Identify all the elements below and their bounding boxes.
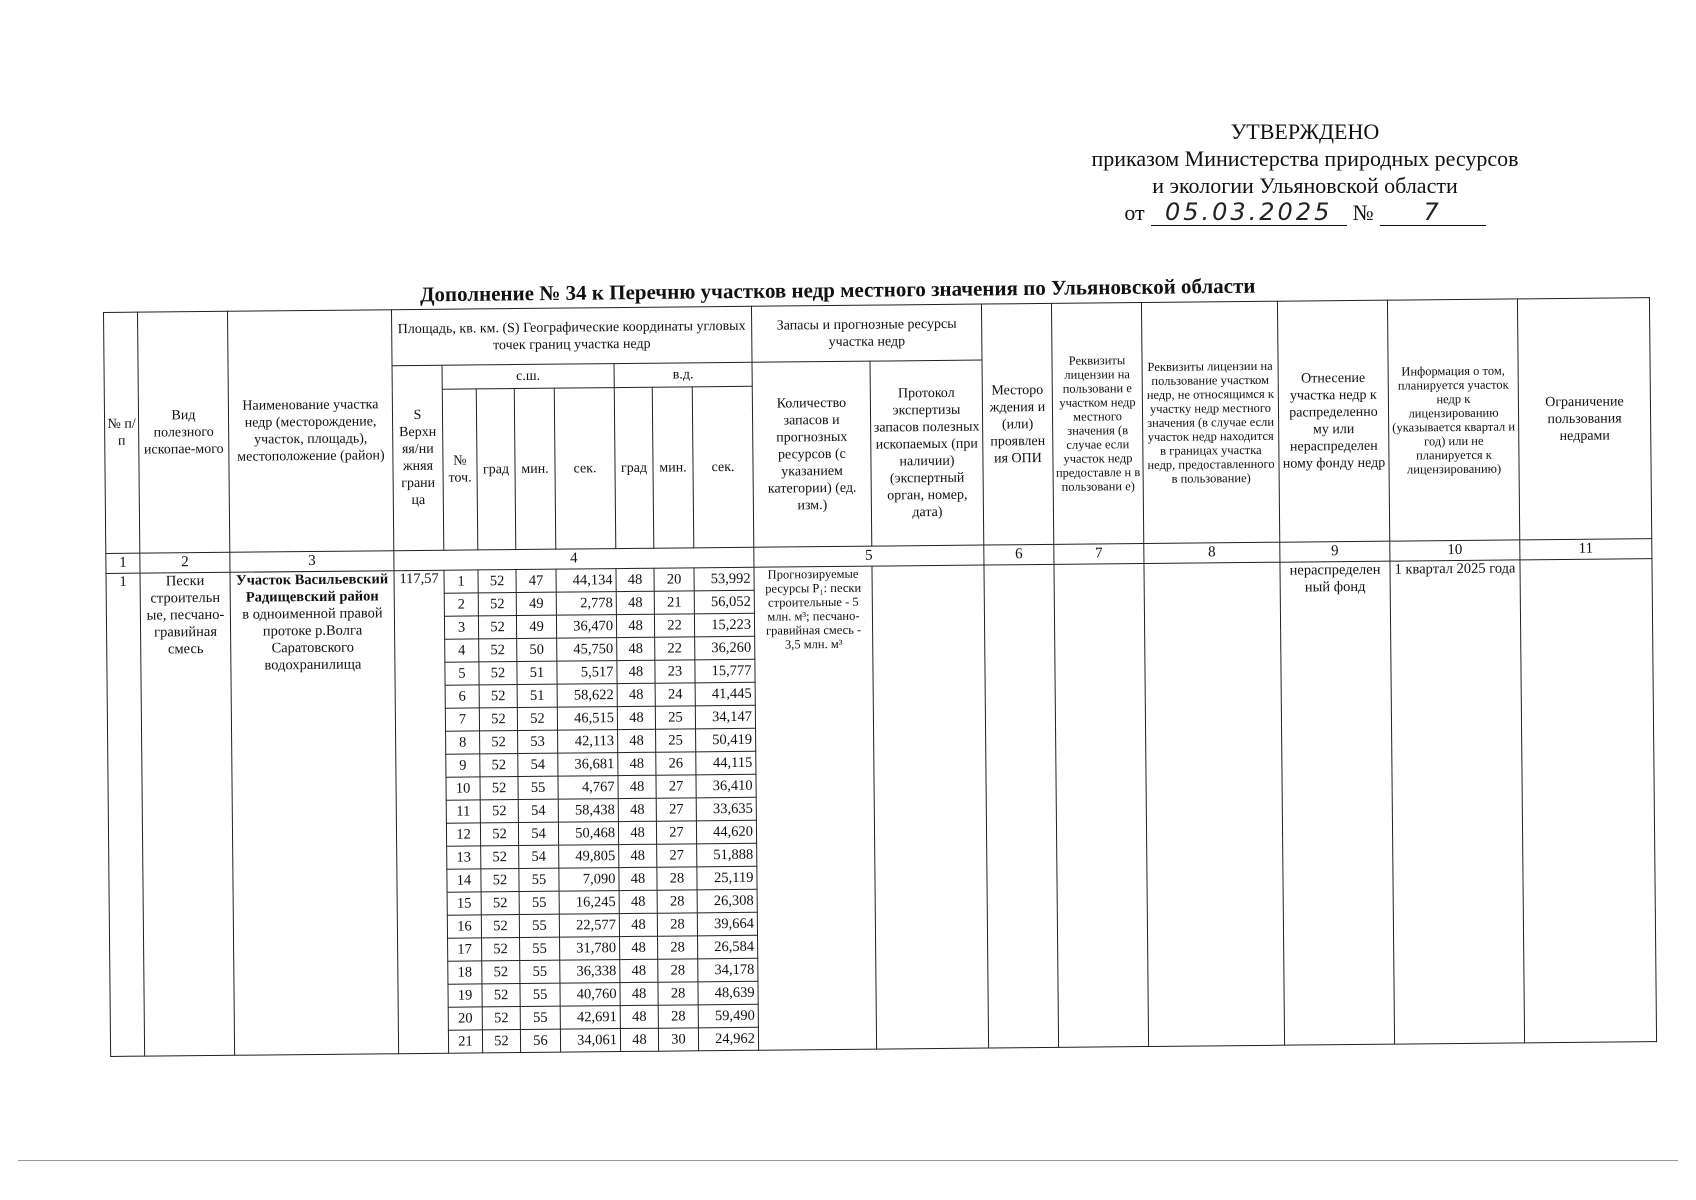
coord-point-no: 6	[445, 685, 479, 708]
coord-lat-min: 49	[516, 615, 556, 638]
coord-lat-deg: 52	[479, 639, 517, 662]
header-east-lon: в.д.	[614, 362, 752, 387]
page-bottom-rule	[18, 1160, 1678, 1161]
coord-lat-sec: 36,470	[556, 615, 616, 639]
header-row-1	[104, 298, 1650, 369]
coord-lat-sec: 16,245	[559, 891, 619, 915]
coord-lat-deg: 52	[481, 892, 519, 915]
handwritten-order-number: 7	[1380, 199, 1486, 226]
header-licensing-info: Информация о том, планируется участок недр к лицензированию (указывается квартал и год) или не планируется к лицензированию)	[1387, 299, 1519, 541]
header-s-border: S Верхн яя/ни жняя грани ца	[392, 365, 444, 550]
coord-point-no: 14	[447, 869, 481, 892]
coord-lon-sec: 36,410	[696, 774, 756, 798]
coord-lat-min: 53	[518, 730, 558, 753]
coord-lon-min: 28	[658, 959, 698, 982]
coord-lat-sec: 50,468	[558, 822, 618, 846]
coord-lat-min: 52	[517, 707, 557, 730]
coord-lat-deg: 52	[482, 1007, 520, 1030]
coord-lat-sec: 42,691	[560, 1006, 620, 1030]
coord-lat-deg: 52	[478, 593, 516, 616]
record-area: 117,57	[394, 570, 449, 1053]
coord-lon-min: 21	[654, 591, 694, 614]
coord-lat-min: 55	[520, 983, 560, 1006]
coord-lat-min: 55	[520, 937, 560, 960]
column-number: 1	[106, 553, 140, 573]
record-deposits	[984, 564, 1059, 1048]
header-area-coords: Площадь, кв. км. (S) Географические координаты угловых точек границ участка недр	[391, 306, 752, 365]
coord-lon-sec: 44,620	[696, 820, 756, 844]
coord-lon-min: 23	[655, 660, 695, 683]
approval-line-2: и экологии Ульяновской области	[1152, 173, 1458, 198]
coord-lon-deg: 48	[617, 637, 655, 660]
coord-lat-min: 54	[519, 845, 559, 868]
coord-point-no: 5	[445, 662, 479, 685]
column-number: 9	[1280, 541, 1390, 562]
coord-lat-min: 49	[516, 592, 556, 615]
coord-lat-sec: 45,750	[557, 638, 617, 662]
coord-lon-deg: 48	[618, 821, 656, 844]
coord-lat-sec: 4,767	[558, 776, 618, 800]
approval-line-1: приказом Министерства природных ресурсов	[1091, 146, 1519, 171]
coord-point-no: 4	[445, 639, 479, 662]
coord-lat-sec: 7,090	[559, 868, 619, 892]
coord-lat-deg: 52	[481, 869, 519, 892]
coord-point-no: 9	[446, 754, 480, 777]
approval-date-line	[1065, 199, 1545, 226]
coord-lat-min: 55	[518, 776, 558, 799]
coord-lat-deg: 52	[482, 1030, 520, 1053]
coord-lon-deg: 48	[619, 867, 657, 890]
coord-lon-min: 25	[655, 706, 695, 729]
coord-lat-deg: 52	[478, 570, 516, 593]
coord-point-no: 2	[444, 593, 478, 616]
coord-lat-deg: 52	[480, 823, 518, 846]
coord-lat-sec: 49,805	[559, 845, 619, 869]
coord-lat-sec: 40,760	[560, 983, 620, 1007]
coord-point-no: 11	[446, 800, 480, 823]
coord-lon-sec: 51,888	[697, 843, 757, 867]
coord-lat-sec: 22,577	[559, 914, 619, 938]
coord-lat-min: 51	[517, 661, 557, 684]
coord-lon-min: 22	[655, 637, 695, 660]
header-lat-deg: град	[476, 389, 516, 550]
site-name-bold: Участок Васильевский Радищевский район	[235, 571, 389, 606]
coord-lon-deg: 48	[620, 1028, 658, 1051]
coord-point-no: 8	[446, 731, 480, 754]
coord-lon-deg: 48	[618, 775, 656, 798]
column-number: 8	[1144, 542, 1280, 563]
coord-lat-sec: 36,338	[560, 960, 620, 984]
record-restriction	[1520, 559, 1657, 1043]
date-from-label: от	[1124, 200, 1145, 225]
header-num: № п/п	[104, 312, 140, 553]
coord-lon-sec: 44,115	[696, 751, 756, 775]
coord-lon-deg: 48	[619, 913, 657, 936]
coord-lat-deg: 52	[479, 708, 517, 731]
coord-lon-sec: 34,178	[698, 958, 758, 982]
coord-lon-min: 27	[656, 821, 696, 844]
coord-lon-deg: 48	[618, 752, 656, 775]
document-title: Дополнение № 34 к Перечню участков недр местного значения по Ульяновской области	[419, 273, 1256, 307]
coord-point-no: 1	[444, 570, 478, 593]
coord-lat-min: 47	[516, 569, 556, 592]
coord-lat-min: 50	[517, 638, 557, 661]
coord-lon-sec: 33,635	[696, 797, 756, 821]
approval-block	[1065, 118, 1545, 226]
coord-lon-sec: 50,419	[696, 728, 756, 752]
coord-lon-deg: 48	[617, 706, 655, 729]
coord-lat-sec: 58,438	[558, 799, 618, 823]
coord-point-no: 13	[447, 846, 481, 869]
coord-lon-sec: 59,490	[698, 1004, 758, 1028]
coord-point-no: 3	[444, 616, 478, 639]
coord-lon-min: 28	[657, 867, 697, 890]
number-label: №	[1352, 200, 1374, 225]
header-license-other: Реквизиты лицензии на пользование участком недр, не относящимся к участку недр местного значения (в случае если участок недр находится в границах участка недр, предоставленного в пользование)	[1141, 301, 1279, 543]
coord-point-no: 20	[448, 1007, 482, 1030]
record-site-name	[230, 571, 399, 1056]
coord-lon-deg: 48	[620, 936, 658, 959]
coord-lon-deg: 48	[616, 568, 654, 591]
coord-lon-sec: 26,584	[698, 935, 758, 959]
header-north-lat: с.ш.	[442, 364, 614, 390]
handwritten-date: 05.03.2025	[1151, 199, 1347, 226]
record-fund: нераспределен ный фонд	[1280, 561, 1395, 1045]
record-num: 1	[106, 573, 145, 1056]
coord-point-no: 15	[447, 892, 481, 915]
coord-lat-min: 54	[518, 753, 558, 776]
coord-lat-deg: 52	[482, 961, 520, 984]
coord-lat-sec: 44,134	[556, 569, 616, 593]
coord-lat-min: 55	[519, 914, 559, 937]
header-license-local: Реквизиты лицензии на пользовани е участком недр местного значения (в случае если участок недр предоставле н в пользовани е)	[1051, 303, 1143, 545]
coord-lat-sec: 36,681	[558, 753, 618, 777]
record-protocol	[872, 565, 989, 1049]
coord-lon-deg: 48	[617, 683, 655, 706]
coord-lon-min: 26	[656, 752, 696, 775]
coord-lon-min: 27	[657, 844, 697, 867]
header-lat-sec: сек.	[554, 388, 616, 550]
coord-point-no: 12	[446, 823, 480, 846]
coord-lat-deg: 52	[478, 616, 516, 639]
coord-lat-deg: 52	[480, 754, 518, 777]
coord-point-no: 10	[446, 777, 480, 800]
coord-lon-sec: 24,962	[698, 1027, 758, 1051]
coord-lon-deg: 48	[619, 890, 657, 913]
coord-lat-deg: 52	[480, 800, 518, 823]
header-fund: Отнесение участка недр к распределенно му или нераспределен ному фонду недр	[1277, 300, 1389, 542]
coord-lon-sec: 15,223	[694, 613, 754, 637]
coord-lon-sec: 39,664	[697, 912, 757, 936]
coord-lon-sec: 56,052	[694, 590, 754, 614]
coord-lon-min: 24	[655, 683, 695, 706]
header-mineral-type: Вид полезного ископае-мого	[138, 311, 230, 553]
coord-lon-sec: 34,147	[695, 705, 755, 729]
coord-point-no: 19	[448, 984, 482, 1007]
coord-lon-min: 28	[658, 982, 698, 1005]
site-location: в одноименной правой протоке р.Волга Саратовского водохранилища	[242, 605, 383, 674]
record-licensing: 1 квартал 2025 года	[1390, 560, 1525, 1044]
header-lat-min: мин.	[514, 388, 556, 549]
coord-lat-min: 54	[518, 822, 558, 845]
coord-lon-deg: 48	[616, 614, 654, 637]
column-number: 5	[754, 545, 984, 567]
coord-lon-deg: 48	[618, 798, 656, 821]
coord-lon-min: 28	[657, 890, 697, 913]
coord-lon-min: 28	[658, 936, 698, 959]
header-reserves: Запасы и прогнозные ресурсы участка недр	[751, 304, 982, 362]
coord-lon-sec: 25,119	[697, 866, 757, 890]
coord-lat-deg: 52	[480, 777, 518, 800]
coord-lon-min: 27	[656, 798, 696, 821]
coord-lat-sec: 31,780	[560, 937, 620, 961]
coord-lon-deg: 48	[616, 591, 654, 614]
coord-point-no: 18	[448, 961, 482, 984]
header-point-no: № точ.	[442, 389, 478, 550]
coord-lon-min: 28	[658, 1005, 698, 1028]
coord-lat-sec: 5,517	[557, 661, 617, 685]
coord-lat-min: 56	[520, 1029, 560, 1052]
record-license-local	[1054, 564, 1149, 1048]
column-number: 2	[140, 552, 230, 573]
coord-lat-deg: 52	[481, 846, 519, 869]
header-lon-deg: град	[614, 387, 654, 548]
coord-lon-sec: 36,260	[695, 636, 755, 660]
header-quantity: Количество запасов и прогнозных ресурсов (с указанием категории) (ед. изм.)	[752, 361, 872, 547]
coord-lon-sec: 15,777	[695, 659, 755, 683]
coord-lon-deg: 48	[620, 982, 658, 1005]
coord-lat-deg: 52	[482, 938, 520, 961]
coord-lon-min: 20	[654, 568, 694, 591]
coord-lon-min: 28	[657, 913, 697, 936]
coord-lat-deg: 52	[479, 662, 517, 685]
coord-point-no: 21	[448, 1030, 482, 1053]
coord-lat-min: 51	[517, 684, 557, 707]
column-number: 10	[1390, 540, 1520, 561]
coord-point-no: 16	[447, 915, 481, 938]
coord-lat-deg: 52	[480, 731, 518, 754]
coord-lon-deg: 48	[617, 660, 655, 683]
header-restriction: Ограничение пользования недрами	[1517, 298, 1651, 540]
coord-lon-min: 22	[654, 614, 694, 637]
record-reserves: Прогнозируемые ресурсы P₁: пески строительные - 5 млн. м³; песчано- гравийная смесь - 3,5 млн. м³	[754, 566, 877, 1050]
column-number: 4	[394, 547, 754, 570]
column-number: 3	[230, 551, 394, 573]
coord-lat-sec: 34,061	[560, 1029, 620, 1053]
coord-lon-deg: 48	[620, 959, 658, 982]
coord-lon-sec: 48,639	[698, 981, 758, 1005]
coord-lon-sec: 26,308	[697, 889, 757, 913]
coord-point-no: 7	[445, 708, 479, 731]
approval-heading: УТВЕРЖДЕНО	[1230, 119, 1380, 144]
coord-lon-min: 25	[656, 729, 696, 752]
coord-lat-min: 55	[519, 891, 559, 914]
coord-lat-sec: 42,113	[558, 730, 618, 754]
coord-lon-deg: 48	[619, 844, 657, 867]
coord-lat-deg: 52	[482, 984, 520, 1007]
coord-lon-min: 27	[656, 775, 696, 798]
coord-lon-sec: 53,992	[694, 567, 754, 591]
record-license-other	[1144, 562, 1285, 1046]
coord-lat-min: 54	[518, 799, 558, 822]
header-site-name: Наименование участка недр (месторождение, участок, площадь), местоположение (район)	[227, 310, 393, 553]
coord-point-no: 17	[448, 938, 482, 961]
coord-lat-min: 55	[520, 960, 560, 983]
header-lon-sec: сек.	[692, 386, 754, 548]
coord-lat-sec: 2,778	[556, 592, 616, 616]
coord-lat-sec: 46,515	[557, 707, 617, 731]
coord-lat-min: 55	[520, 1006, 560, 1029]
subsoil-sites-table	[103, 297, 1657, 1057]
column-number: 6	[984, 544, 1054, 565]
header-protocol: Протокол экспертизы запасов полезных ископаемых (при наличии) (экспертный орган, номер, дата)	[870, 360, 984, 546]
coord-lon-sec: 41,445	[695, 682, 755, 706]
coord-lon-deg: 48	[618, 729, 656, 752]
header-deposits: Месторо ждения и (или) проявлен ия ОПИ	[981, 303, 1053, 545]
column-number: 11	[1520, 539, 1652, 560]
coord-lon-deg: 48	[620, 1005, 658, 1028]
coord-lat-min: 55	[519, 868, 559, 891]
coord-lat-sec: 58,622	[557, 684, 617, 708]
header-lon-min: мин.	[652, 387, 694, 548]
coord-lat-deg: 52	[481, 915, 519, 938]
coord-lat-deg: 52	[479, 685, 517, 708]
record-mineral-type: Пески строительн ые, песчано- гравийная смесь	[140, 572, 235, 1056]
coord-lon-min: 30	[658, 1028, 698, 1051]
column-number: 7	[1054, 544, 1144, 565]
